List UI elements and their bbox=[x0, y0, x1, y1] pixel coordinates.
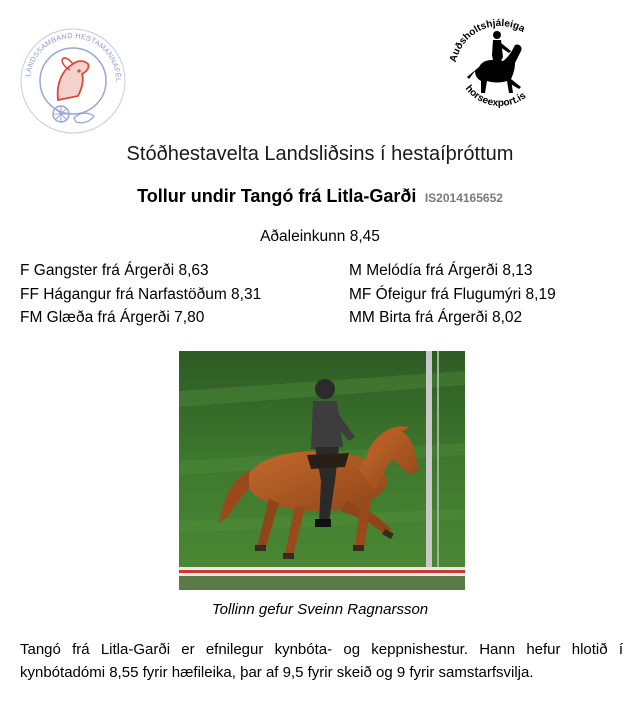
audsholtshjaleiga-logo bbox=[441, 5, 559, 117]
horse-id: IS2014165652 bbox=[424, 191, 503, 205]
dam-pedigree bbox=[349, 259, 556, 330]
svg-text:Auðsholtshjáleiga: Auðsholtshjáleiga bbox=[447, 17, 527, 64]
landssamband-hestamannafelaga-logo bbox=[18, 26, 128, 136]
horse-title bbox=[0, 186, 640, 207]
horse-photo bbox=[179, 351, 465, 590]
main-score: Aðaleinkunn 8,45 bbox=[260, 228, 380, 245]
sire-pedigree bbox=[20, 259, 261, 330]
chestnut-horse-with-rider-photo bbox=[179, 351, 465, 590]
horse-name: Tollur undir Tangó frá Litla-Garði bbox=[137, 186, 417, 206]
pedigree-dam-dam: MM Birta frá Árgerði 8,02 bbox=[349, 309, 523, 326]
rider-on-horse-icon bbox=[441, 5, 559, 117]
pedigree-sire: F Gangster frá Árgerði 8,63 bbox=[20, 262, 209, 279]
page-title: Stóðhestavelta Landsliðsins í hestaíþróttum bbox=[126, 143, 514, 165]
svg-text:LANDSSAMBAND HESTAMANNAFÉLAGA: LANDSSAMBAND HESTAMANNAFÉL bbox=[23, 30, 124, 83]
pedigree-sire-dam: FM Glæða frá Árgerði 7,80 bbox=[20, 309, 205, 326]
svg-text:horseexport.is: horseexport.is bbox=[462, 83, 529, 110]
horse-description: Tangó frá Litla-Garði er efnilegur kynbóta- og keppnishestur. Hann hefur hlotið í kynbótadómi 8,55 fyrir hæfileika, þar af 9,5 fyrir skeið og 9 fyrir samstarfsvilja. bbox=[20, 641, 623, 681]
pedigree-dam-sire: MF Ófeigur frá Flugumýri 8,19 bbox=[349, 285, 556, 303]
pedigree-sire-sire: FF Hágangur frá Narfastöðum 8,31 bbox=[20, 285, 262, 303]
photo-caption: Tollinn gefur Sveinn Ragnarsson bbox=[211, 601, 429, 618]
pedigree-dam: M Melódía frá Árgerði 8,13 bbox=[349, 262, 533, 279]
landssamband-hestamannafelaga-seal-icon bbox=[18, 26, 128, 136]
